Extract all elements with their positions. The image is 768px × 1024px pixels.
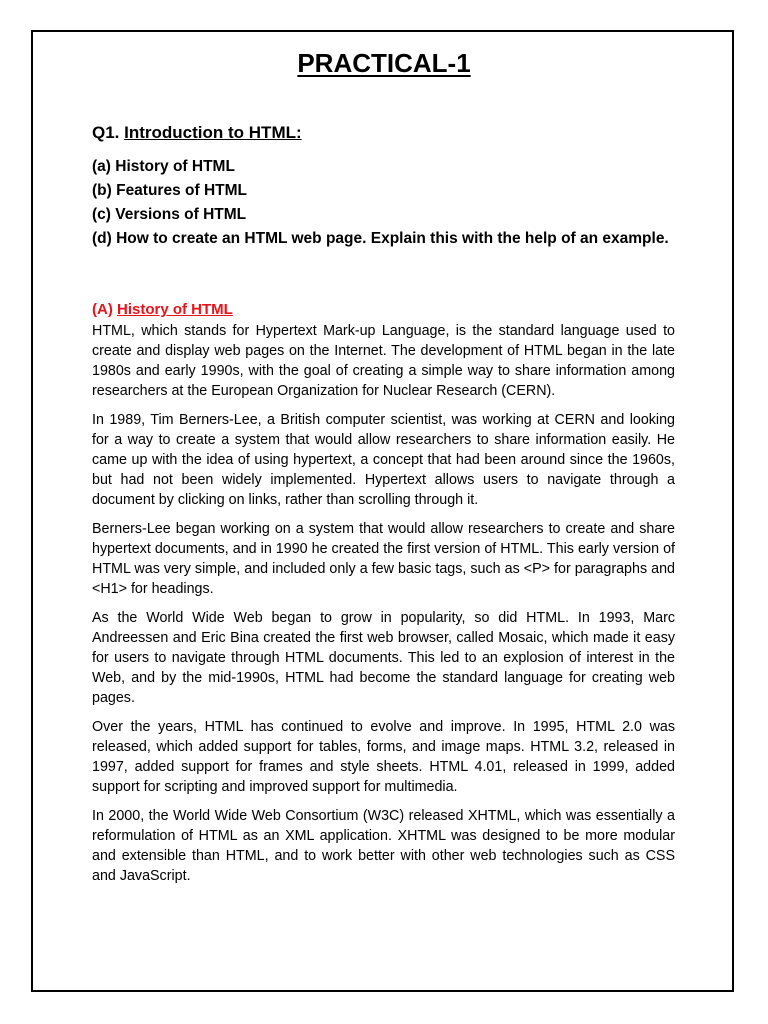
section-title: History of HTML — [117, 301, 233, 318]
body-text — [92, 321, 675, 895]
section-heading — [92, 299, 675, 321]
paragraph-5: Over the years, HTML has continued to evolve and improve. In 1995, HTML 2.0 was released, which added support for tables, forms, and image maps. HTML 3.2, released in 1997, added support for frames and style sheets. HTML 4.01, released in 1999, added support for scripting and improved support for multimedia. — [92, 719, 675, 795]
sub-question-list — [92, 155, 675, 251]
paragraph-6: In 2000, the World Wide Web Consortium (W3C) released XHTML, which was essentially a reformulation of HTML as an XML application. XHTML was designed to be more modular and extensible than HTML, and to work better with other web technologies such as CSS and JavaScript. — [92, 808, 675, 884]
page-title — [0, 48, 768, 78]
page-title-text: PRACTICAL-1 — [297, 48, 471, 78]
question-topic: Introduction to HTML: — [124, 123, 302, 142]
paragraph-3: Berners-Lee began working on a system that would allow researchers to create and share hypertext documents, and in 1990 he created the first version of HTML. This early version of HTML was very simple, and included only a few basic tags, such as <P> for paragraphs and <H1> for headings. — [92, 521, 675, 597]
section-label: (A) — [92, 301, 113, 318]
paragraph-1: HTML, which stands for Hypertext Mark-up Language, is the standard language used to create and display web pages on the Internet. The development of HTML began in the late 1980s and early 1990s, with the goal of creating a simple way to share information among researchers at the European Organization for Nuclear Research (CERN). — [92, 323, 675, 399]
paragraph-2: In 1989, Tim Berners-Lee, a British computer scientist, was working at CERN and looking for a way to create a system that would allow researchers to share information easily. He came up with the idea of using hypertext, a concept that had been around since the 1960s, but had not been widely implemented. Hypertext allows users to navigate through a document by clicking on links, rather than scrolling through it. — [92, 412, 675, 508]
question-number: Q1. — [92, 123, 120, 142]
sub-question-c: (c) Versions of HTML — [92, 206, 247, 223]
sub-question-d: (d) How to create an HTML web page. Explain this with the help of an example. — [92, 230, 669, 247]
sub-question-a: (a) History of HTML — [92, 158, 235, 175]
question-heading — [92, 122, 675, 144]
sub-question-b: (b) Features of HTML — [92, 182, 247, 199]
paragraph-4: As the World Wide Web began to grow in popularity, so did HTML. In 1993, Marc Andreessen and Eric Bina created the first web browser, called Mosaic, which made it easy for users to navigate through HTML documents. This led to an explosion of interest in the Web, and by the mid-1990s, HTML had become the standard language for creating web pages. — [92, 610, 675, 706]
